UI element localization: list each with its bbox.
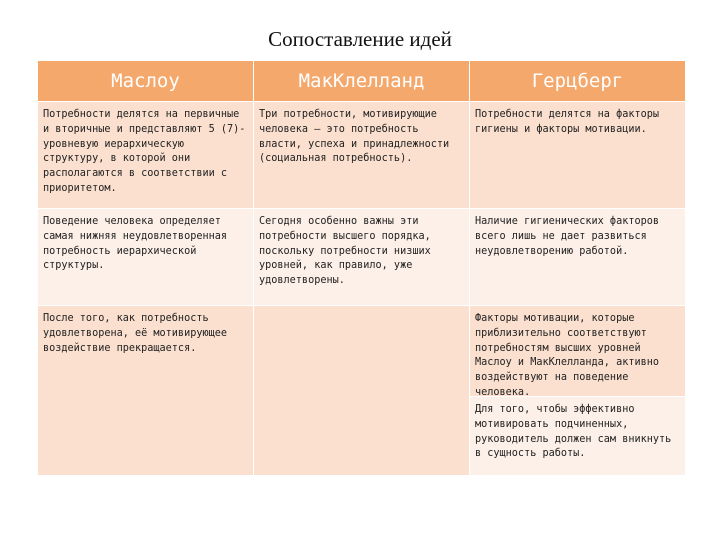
cell-mcclelland: Три потребности, мотивирующие человека – это потребность власти, успеха и принадлежности (социальная потребность). [254,102,470,209]
cell-maslow: Потребности делятся на первичные и вторичные и представляют 5 (7)-уровневую иерархическую структуру, в которой они располагаются в соответствии с приоритетом. [38,102,254,209]
header-herzberg: Герцберг [470,61,686,102]
table-row [38,209,686,306]
table-row [38,306,686,476]
page-title: Сопоставление идей [268,27,452,51]
table-header-row [38,61,686,102]
cell-maslow: После того, как потребность удовлетворена, её мотивирующее воздействие прекращается. [38,306,254,476]
cell-herzberg: Потребности делятся на факторы гигиены и факторы мотивации. [470,102,686,209]
cell-mcclelland [254,306,470,476]
comparison-table [37,60,686,476]
cell-herzberg-a: Факторы мотивации, которые приблизительно соответствуют потребностям высших уровней Маслоу и МакКлелланда, активно воздействуют на поведение человека. [470,306,685,397]
table-row [38,102,686,209]
header-mcclelland: МакКлелланд [254,61,470,102]
cell-maslow: Поведение человека определяет самая нижняя неудовлетворенная потребность иерархической структуры. [38,209,254,306]
cell-herzberg-b: Для того, чтобы эффективно мотивировать подчиненных, руководитель должен сам вникнуть в сущность работы. [470,397,685,475]
cell-mcclelland: Сегодня особенно важны эти потребности высшего порядка, поскольку потребности низших уровней, как правило, уже удовлетворены. [254,209,470,306]
cell-herzberg-stack [470,306,686,476]
header-maslow: Маслоу [38,61,254,102]
cell-herzberg: Наличие гигиенических факторов всего лишь не дает развиться неудовлетворению работой. [470,209,686,306]
